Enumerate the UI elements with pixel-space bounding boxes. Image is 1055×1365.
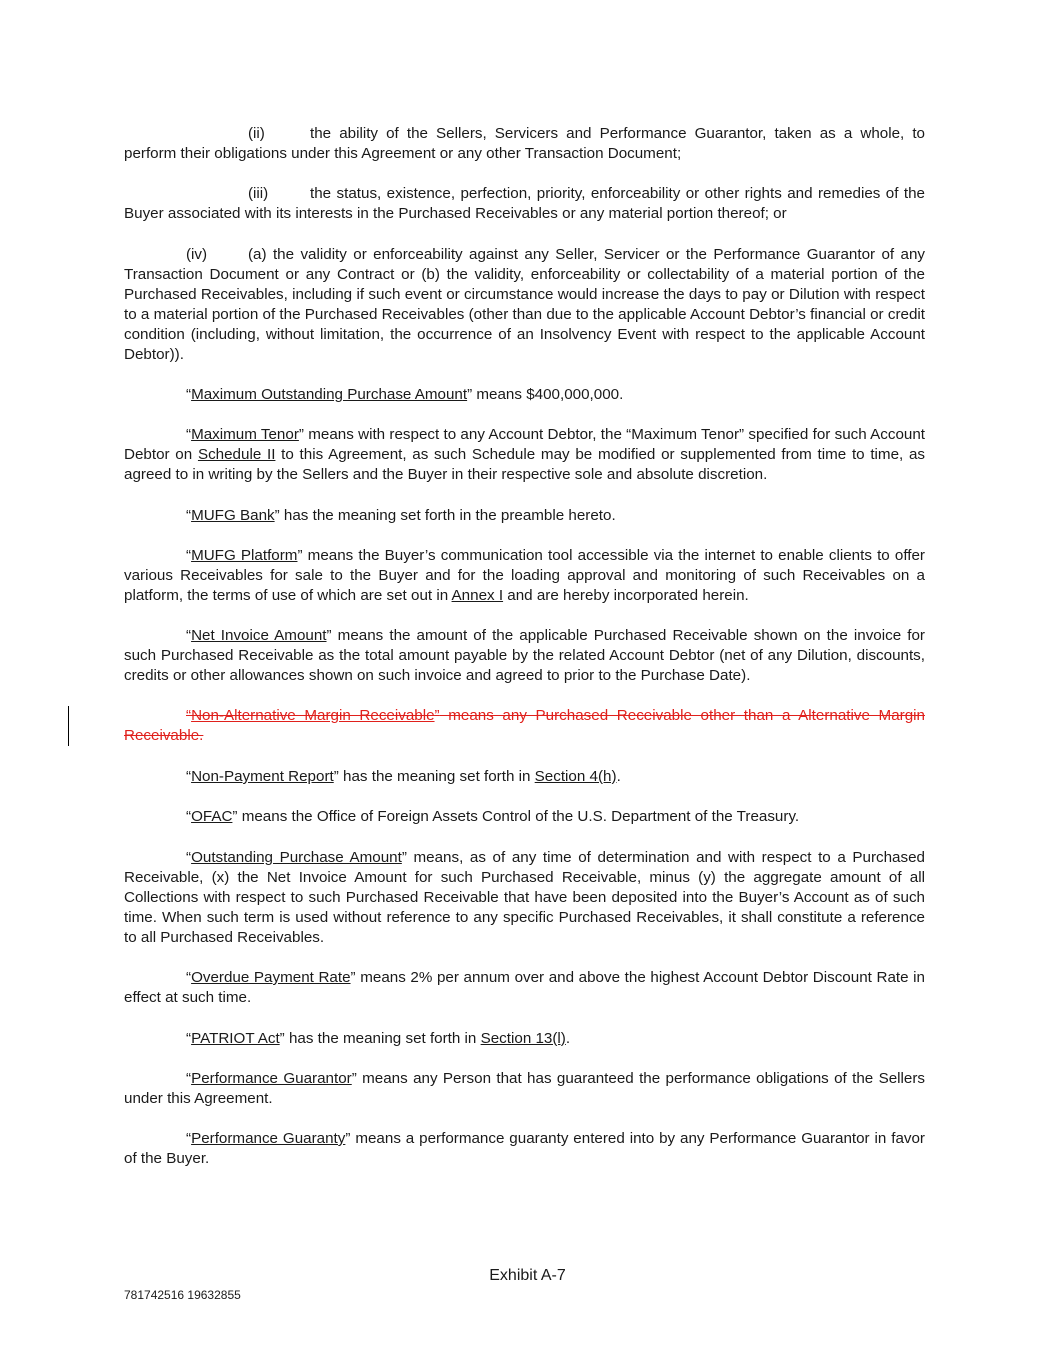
clause-marker: (ii)	[248, 125, 265, 142]
definition-text-cont: to this Agreement, as such Schedule may be modified or supplemented from time to time, as agreed to in writing by the Sellers and the Buyer in their respective sole and absolute discretion.	[124, 446, 926, 483]
definition-max-outstanding: “Maximum Outstanding Purchase Amount” means $400,000,000.	[186, 386, 624, 403]
clause-iv	[124, 245, 925, 365]
clause-text: the ability of the Sellers, Servicers and Performance Guarantor, taken as a whole, to perform their obligations under this Agreement or any other Transaction Document;	[124, 125, 925, 162]
definition-net-invoice: “Net Invoice Amount” means the amount of the applicable Purchased Receivable shown on the invoice for such Purchased Receivable as the total amount payable by the related Account Debtor (net of any Dilution, discounts, credits or other allowances shown on such invoice and agreed to prior to the Purchase Date).	[124, 627, 925, 684]
defined-term: MUFG Bank	[191, 507, 275, 524]
definition-overdue-rate: “Overdue Payment Rate” means 2% per annum over and above the highest Account Debtor Discount Rate in effect at such time.	[124, 969, 925, 1006]
definition-text: has the meaning set forth in	[284, 1030, 481, 1047]
definition-text: means any Purchased Receivable other than a Alternative Margin Receivable.	[124, 707, 925, 744]
definition-text: has the meaning set forth in the preamble hereto.	[279, 507, 616, 524]
definition-patriot-act: “PATRIOT Act” has the meaning set forth in Section 13(l).	[186, 1030, 571, 1047]
defined-term: OFAC	[191, 808, 233, 825]
definition-performance-guarantor: “Performance Guarantor” means any Person that has guaranteed the performance obligations of the Sellers under this Agreement.	[124, 1070, 925, 1107]
definition-outstanding-purchase: “Outstanding Purchase Amount” means, as of any time of determination and with respect to a Purchased Receivable, (x) the Net Invoice Amount for such Purchased Receivable, minus (y) the aggregate amount of all Collections with respect to such Purchased Receivable that have been deposited into the Buyer’s Account as of such time. When such term is used without reference to any specific Purchased Receivables, it shall constitute a reference to all Purchased Receivables.	[124, 849, 925, 946]
defined-term: Non-Alternative Margin Receivable	[191, 707, 435, 724]
defined-term: PATRIOT Act	[191, 1030, 280, 1047]
page-footer-title: Exhibit A-7	[489, 1267, 566, 1284]
deleted-definition-non-alternative: “Non-Alternative Margin Receivable” means any Purchased Receivable other than a Alternative Margin Receivable.	[124, 707, 925, 744]
document-id: 781742516 19632855	[124, 1288, 241, 1302]
defined-term: Maximum Tenor	[191, 426, 299, 443]
defined-term: Performance Guaranty	[191, 1130, 346, 1147]
cross-reference: Schedule II	[197, 446, 276, 463]
defined-term: Non-Payment Report	[191, 768, 334, 785]
cross-reference: Annex I	[451, 587, 504, 604]
clause-marker: (iv)	[186, 246, 208, 263]
definition-text-cont: and are hereby incorporated herein.	[503, 587, 749, 604]
clause-ii	[124, 124, 925, 164]
definition-text: means any Person that has guaranteed the performance obligations of the Sellers under this Agreement.	[124, 1070, 925, 1107]
definition-text: means, as of any time of determination and with respect to a Purchased Receivable, (x) the Net Invoice Amount for such Purchased Receivable, minus (y) the aggregate amount of all Collections with respect to such Purchased Receivable that have been deposited into the Buyer’s Account as of such time. When such term is used without reference to any specific Purchased Receivables, it shall constitute a reference to all Purchased Receivables.	[124, 849, 925, 946]
definition-text-cont: .	[565, 1030, 571, 1047]
defined-term: Performance Guarantor	[191, 1070, 352, 1087]
defined-term: MUFG Platform	[191, 547, 298, 564]
clause-text: the status, existence, perfection, priority, enforceability or other rights and remedies of the Buyer associated with its interests in the Purchased Receivables or any material portion thereof; or	[124, 185, 925, 222]
defined-term: Overdue Payment Rate	[191, 969, 351, 986]
clause-marker: (iii)	[248, 185, 269, 202]
definition-text: means a performance guaranty entered into by any Performance Guarantor in favor of the Buyer.	[124, 1130, 925, 1167]
definition-text-cont: .	[616, 768, 621, 785]
definition-text: means the Office of Foreign Assets Control of the U.S. Department of the Treasury.	[237, 808, 800, 825]
cross-reference: Section 4(h)	[534, 768, 617, 785]
definition-non-payment: “Non-Payment Report” has the meaning set forth in Section 4(h).	[186, 768, 621, 785]
definition-text: has the meaning set forth in	[338, 768, 535, 785]
defined-term: Net Invoice Amount	[191, 627, 327, 644]
definition-text: means $400,000,000.	[472, 386, 624, 403]
definition-mufg-platform: “MUFG Platform” means the Buyer’s communication tool accessible via the internet to enable clients to offer various Receivables for sale to the Buyer and for the loading approval and monitoring of such Receivables on a platform, the terms of use of which are set out in Annex I and are hereby incorporated herein.	[124, 547, 925, 604]
definition-max-tenor: “Maximum Tenor” means with respect to any Account Debtor, the “Maximum Tenor” specified for such Account Debtor on Schedule II to this Agreement, as such Schedule may be modified or supplemented from time to time, as agreed to in writing by the Sellers and the Buyer in their respective sole and absolute discretion.	[124, 426, 926, 483]
definition-text: means with respect to any Account Debtor, the “Maximum Tenor” specified for such Account Debtor on	[124, 426, 926, 463]
definition-performance-guaranty: “Performance Guaranty” means a performance guaranty entered into by any Performance Guarantor in favor of the Buyer.	[124, 1130, 925, 1167]
definition-text: means the Buyer’s communication tool accessible via the internet to enable clients to offer various Receivables for sale to the Buyer and for the loading approval and monitoring of such Receivables on a platform, the terms of use of which are set out in	[124, 547, 925, 604]
defined-term: Outstanding Purchase Amount	[191, 849, 402, 866]
clause-text: (a) the validity or enforceability against any Seller, Servicer or the Performance Guarantor of any Transaction Document or any Contract or (b) the validity, enforceability or collectability of a material portion of the Purchased Receivables, including if such event or circumstance would increase the days to pay or Dilution with respect to a material portion of the Purchased Receivables (other than due to the applicable Account Debtor’s financial or credit condition (including, without limitation, the occurrence of an Insolvency Event with respect to the applicable Account Debtor)).	[124, 246, 925, 363]
definition-text: means the amount of the applicable Purchased Receivable shown on the invoice for such Purchased Receivable as the total amount payable by the related Account Debtor (net of any Dilution, discounts, credits or other allowances shown on such invoice and agreed to prior to the Purchase Date).	[124, 627, 925, 684]
definition-text: means 2% per annum over and above the highest Account Debtor Discount Rate in effect at such time.	[124, 969, 925, 1006]
cross-reference: Section 13(l)	[480, 1030, 566, 1047]
definition-ofac: “OFAC” means the Office of Foreign Assets Control of the U.S. Department of the Treasury.	[186, 808, 800, 825]
change-bar	[68, 706, 69, 746]
defined-term: Maximum Outstanding Purchase Amount	[191, 386, 468, 403]
definition-mufg-bank: “MUFG Bank” has the meaning set forth in the preamble hereto.	[186, 507, 616, 524]
clause-iii	[124, 184, 925, 224]
